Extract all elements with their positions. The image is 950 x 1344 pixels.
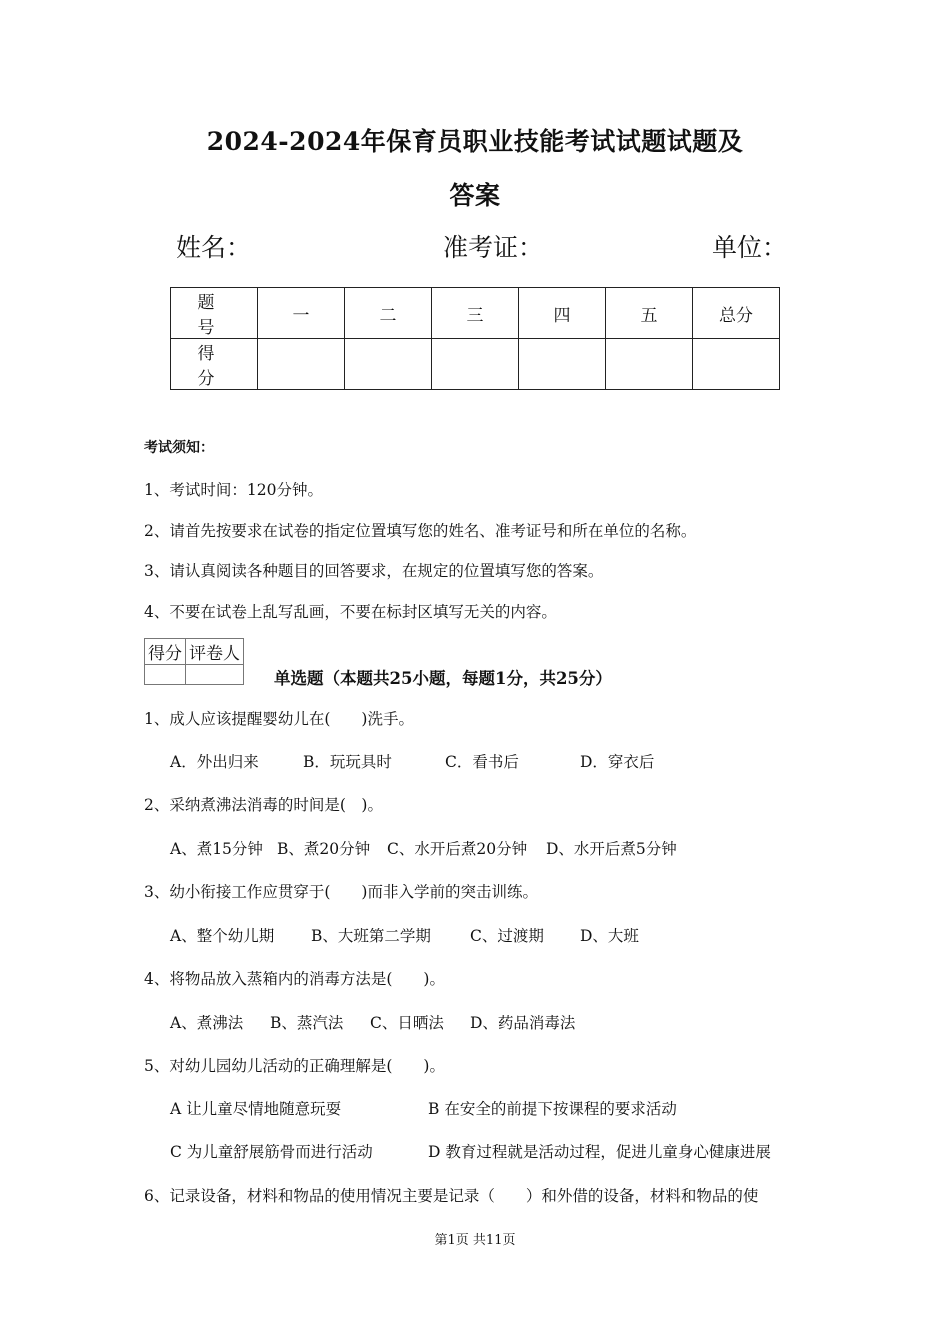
score-input-cell[interactable] [519, 339, 606, 390]
question-option[interactable]: A、整个幼儿期 [170, 927, 275, 945]
score-table-cell: 得 分 [171, 339, 258, 390]
score-table-cell: 三 [432, 288, 519, 339]
page-footer: 第1页 共11页 [434, 1233, 516, 1248]
question-option[interactable]: D、大班 [580, 927, 639, 945]
question-option[interactable]: D、药品消毒法 [470, 1014, 576, 1032]
question-option[interactable]: B、煮20分钟 [277, 840, 371, 858]
exam-id-field-label: 准考证： [443, 233, 544, 262]
notice-item: 1、考试时间：120分钟。 [144, 481, 323, 499]
question-option[interactable]: D．穿衣后 [580, 753, 655, 771]
question-option[interactable]: C、日晒法 [370, 1014, 444, 1032]
question-stem: 4、将物品放入蒸箱内的消毒方法是( )。 [144, 970, 445, 988]
grader-name-label: 评卷人 [186, 639, 244, 665]
grader-name-cell[interactable] [186, 665, 244, 685]
question-option[interactable]: D 教育过程就是活动过程，促进儿童身心健康进展 [428, 1143, 771, 1161]
question-option[interactable]: B．玩玩具时 [303, 753, 392, 771]
question-option[interactable]: C、过渡期 [470, 927, 544, 945]
unit-field-label: 单位： [712, 233, 788, 262]
notice-item: 2、请首先按要求在试卷的指定位置填写您的姓名、准考证号和所在单位的名称。 [144, 522, 697, 540]
score-table-cell: 四 [519, 288, 606, 339]
question-option[interactable]: A、煮15分钟 [170, 840, 263, 858]
score-table-cell: 题 号 [171, 288, 258, 339]
question-stem: 6、记录设备，材料和物品的使用情况主要是记录（ ）和外借的设备，材料和物品的使 [144, 1187, 759, 1205]
question-option[interactable]: C 为儿童舒展筋骨而进行活动 [170, 1143, 373, 1161]
question-option[interactable]: C．看书后 [445, 753, 519, 771]
document-title-line1: 2024-2024年保育员职业技能考试试题试题及 [206, 127, 744, 156]
question-option[interactable]: D、水开后煮5分钟 [546, 840, 677, 858]
question-option[interactable]: B 在安全的前提下按课程的要求活动 [428, 1100, 677, 1118]
score-table-cell: 二 [345, 288, 432, 339]
question-option[interactable]: B、大班第二学期 [311, 927, 431, 945]
question-option[interactable]: A 让儿童尽情地随意玩耍 [170, 1100, 342, 1118]
notice-item: 3、请认真阅读各种题目的回答要求，在规定的位置填写您的答案。 [144, 562, 604, 580]
score-table-cell: 一 [258, 288, 345, 339]
grader-box [144, 638, 244, 685]
notice-item: 4、不要在试卷上乱写乱画，不要在标封区填写无关的内容。 [144, 603, 557, 621]
score-input-cell[interactable] [606, 339, 693, 390]
notice-heading: 考试须知： [144, 440, 214, 456]
question-stem: 1、成人应该提醒婴幼儿在( )洗手。 [144, 710, 414, 728]
name-field-label: 姓名： [176, 233, 252, 262]
question-option[interactable]: A．外出归来 [170, 753, 259, 771]
score-table-cell: 总分 [693, 288, 780, 339]
question-stem: 2、采纳煮沸法消毒的时间是( )。 [144, 796, 383, 814]
score-input-cell[interactable] [345, 339, 432, 390]
section-title: 单选题（本题共25小题，每题1分，共25分） [274, 669, 612, 688]
score-input-cell[interactable] [693, 339, 780, 390]
score-table [170, 287, 780, 390]
document-title-line2: 答案 [449, 181, 501, 210]
score-table-score-row [171, 339, 780, 390]
score-table-header-row [171, 288, 780, 339]
question-option[interactable]: A、煮沸法 [170, 1014, 244, 1032]
question-option[interactable]: C、水开后煮20分钟 [387, 840, 528, 858]
score-input-cell[interactable] [432, 339, 519, 390]
score-input-cell[interactable] [258, 339, 345, 390]
question-stem: 5、对幼儿园幼儿活动的正确理解是( )。 [144, 1057, 445, 1075]
grader-score-label: 得分 [145, 639, 186, 665]
score-table-cell: 五 [606, 288, 693, 339]
question-option[interactable]: B、蒸汽法 [270, 1014, 344, 1032]
question-stem: 3、幼小衔接工作应贯穿于( )而非入学前的突击训练。 [144, 883, 538, 901]
grader-score-cell[interactable] [145, 665, 186, 685]
